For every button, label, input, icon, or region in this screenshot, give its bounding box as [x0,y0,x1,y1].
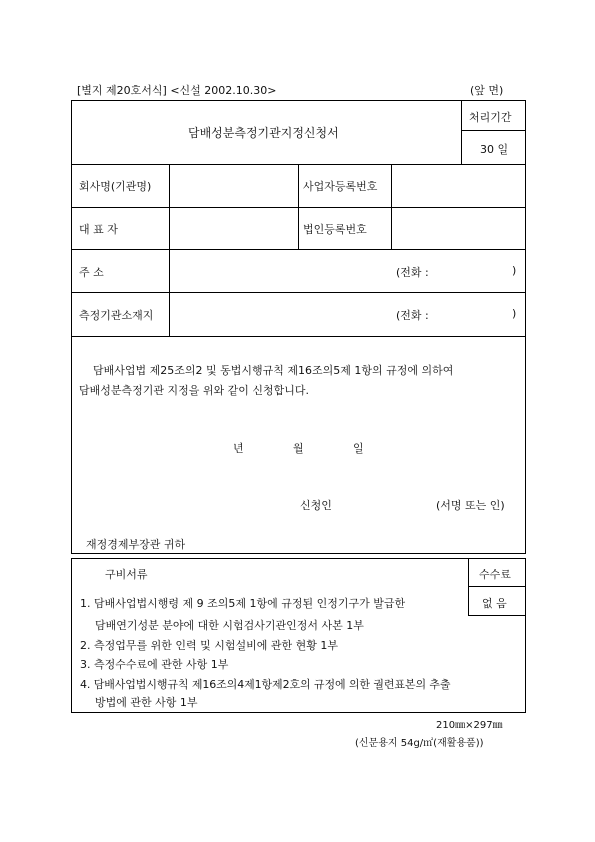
title-divider [461,100,462,164]
date-day-label: 일 [353,442,364,455]
applicant-label: 신청인 [300,499,332,512]
processing-period-value: 30 일 [480,143,509,156]
documents-header: 구비서류 [105,568,148,581]
row-line [71,336,526,337]
form-code: [별지 제20호서식] <신설 2002.10.30> [77,84,277,97]
form-title: 담배성분측정기관지정신청서 [188,126,339,140]
col-line [169,164,170,336]
fee-label: 수수료 [479,568,511,581]
lab-phone-label: (전화 : [396,309,429,322]
lab-phone-close: ) [512,307,517,320]
business-reg-label: 사업자등록번호 [303,180,378,193]
statement-line-1: 담배사업법 제25조의2 및 동법시행규칙 제16조의5제 1항의 규정에 의하여 [93,364,454,377]
address-phone-close: ) [512,264,517,277]
col-line [298,164,299,249]
fee-line [468,615,526,616]
address-field[interactable] [172,253,382,288]
representative-field[interactable] [172,211,294,246]
recipient-label: 재정경제부장관 귀하 [86,538,186,551]
lab-location-label: 측정기관소재지 [79,309,154,322]
row-line [71,292,526,293]
statement-line-2: 담배성분측정기관 지정을 위와 같이 신청합니다. [79,384,310,397]
doc-item-4-cont: 방법에 관한 사항 1부 [95,696,198,709]
doc-item-4: 4. 담배사업법시행규칙 제16조의4제1항제2호의 규정에 의한 궐련표본의 추출 [80,678,451,691]
corp-reg-label: 법인등록번호 [303,223,367,236]
period-divider [461,130,526,131]
row-line [71,249,526,250]
paper-spec: (신문용지 54g/㎡(재활용품)) [355,738,484,749]
company-name-field[interactable] [172,168,294,204]
doc-item-1-cont: 담배연기성분 분야에 대한 시험검사기관인정서 사본 1부 [95,619,364,632]
doc-item-2: 2. 측정업무를 위한 인력 및 시험설비에 관한 현황 1부 [80,639,338,652]
doc-item-3: 3. 측정수수료에 관한 사항 1부 [80,658,229,671]
page-side: (앞 면) [470,84,504,97]
address-label: 주 소 [79,266,104,279]
date-month-label: 월 [293,442,304,455]
paper-size: 210㎜×297㎜ [436,720,503,731]
date-year-label: 년 [233,442,244,455]
representative-label: 대 표 자 [79,223,118,236]
address-phone-label: (전화 : [396,266,429,279]
doc-item-1: 1. 담배사업법시행령 제 9 조의5제 1항에 규정된 인정기구가 발급한 [80,597,406,610]
business-reg-field[interactable] [394,168,522,204]
processing-period-label: 처리기간 [469,111,512,124]
col-line [391,164,392,249]
company-name-label: 회사명(기관명) [79,180,152,193]
fee-line [468,586,526,587]
fee-value: 없 음 [482,597,507,610]
corp-reg-field[interactable] [394,211,522,246]
lab-location-field[interactable] [172,296,382,332]
signature-label: (서명 또는 인) [436,499,505,512]
